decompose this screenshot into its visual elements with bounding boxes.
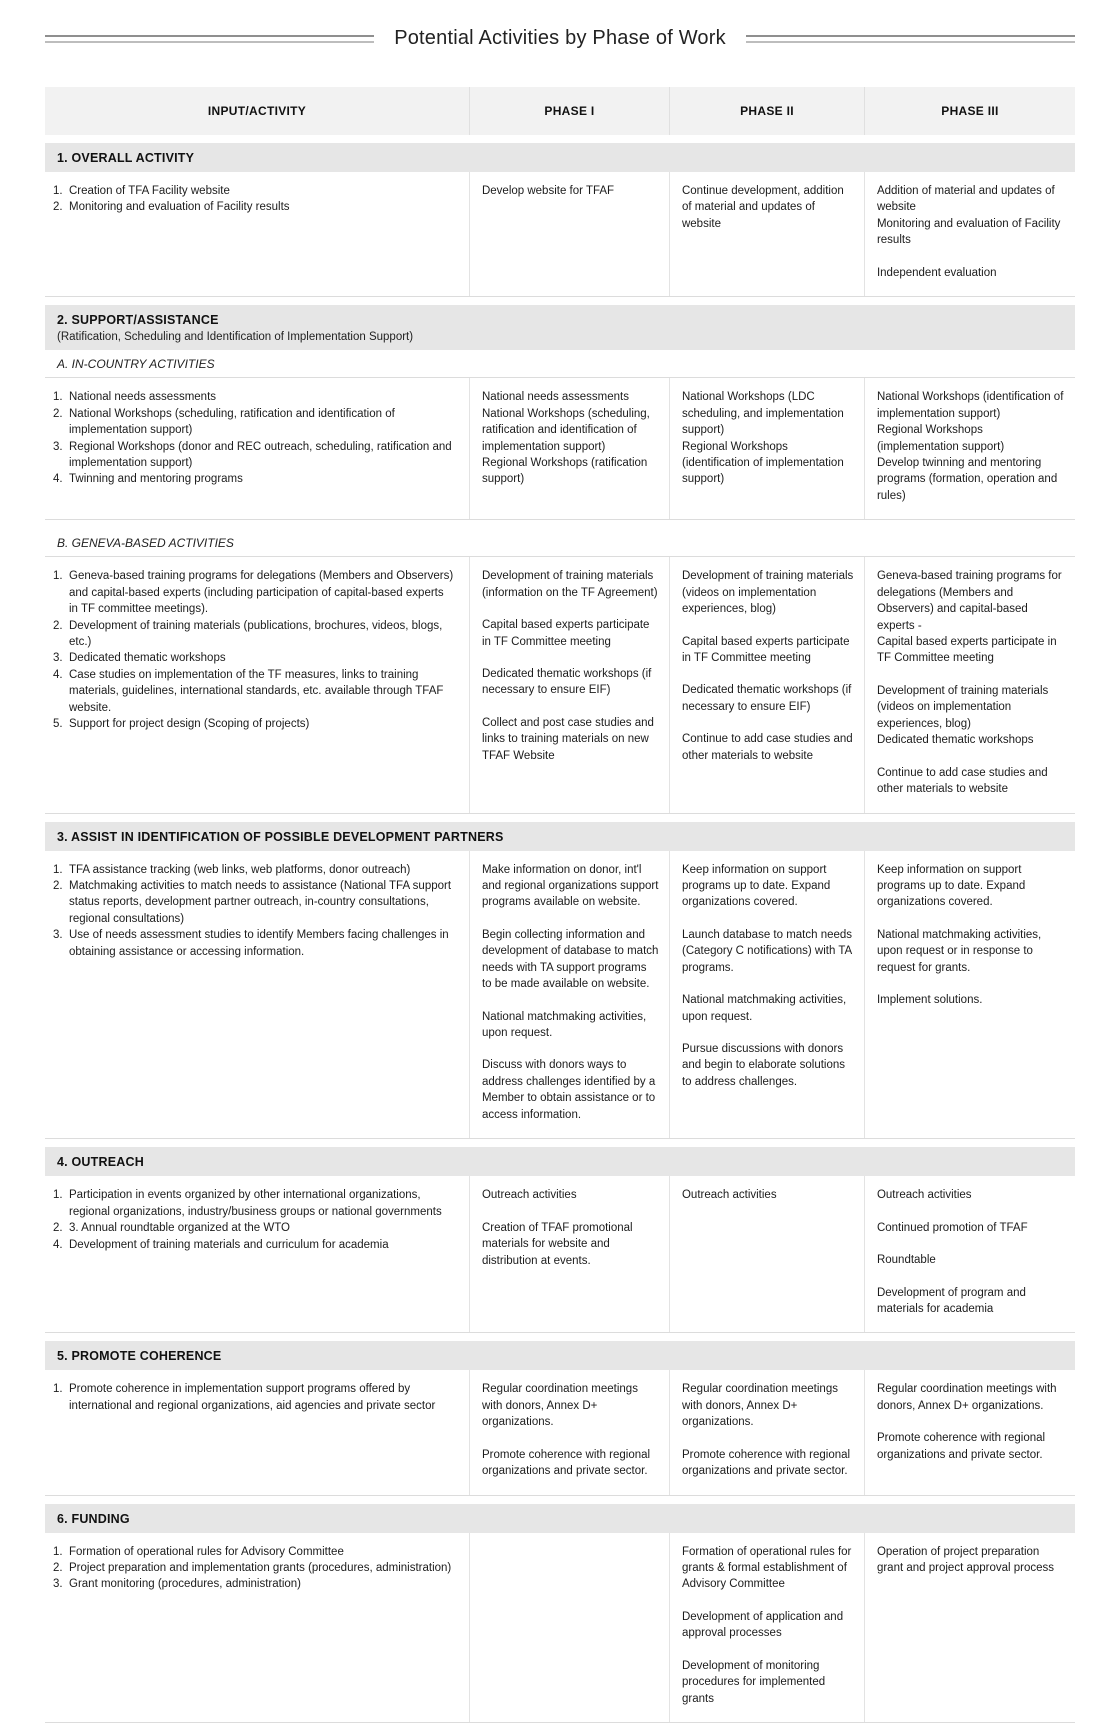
phase1-cell <box>470 557 670 812</box>
blank-line <box>877 1414 1065 1430</box>
list-item-text: 3. Annual roundtable organized at the WTO <box>69 1222 290 1235</box>
section-title: 1. OVERALL ACTIVITY <box>57 151 195 165</box>
list-item-text: Promote coherence in implementation support programs offered by international and regional organizations, aid agencies and private sector <box>69 1383 436 1412</box>
cell-paragraph: Creation of TFAF promotional materials for website and distribution at events. <box>481 1221 633 1267</box>
cell-paragraph: Regional Workshops (ratification support) <box>481 456 648 486</box>
cell-paragraph: Addition of material and updates of website <box>876 185 1055 214</box>
list-item-number: 1. <box>53 1189 63 1202</box>
list-item <box>51 927 455 960</box>
phase2-cell <box>670 378 865 519</box>
list-item-text: Monitoring and evaluation of Facility results <box>69 201 290 214</box>
list-item <box>51 667 455 716</box>
cell-paragraph: Outreach activities <box>481 1189 577 1202</box>
cell-paragraph: Capital based experts participate in TF Committee meeting <box>876 636 1057 665</box>
table-body <box>45 143 1075 1723</box>
list-item <box>51 1187 455 1220</box>
blank-line <box>682 911 854 927</box>
blank-line <box>482 911 659 927</box>
cell-paragraph: Launch database to match needs (Category C notifications) with TA programs. <box>681 928 853 974</box>
phase2-cell <box>670 172 865 296</box>
cell-paragraph: Development of training materials (videos on implementation experiences, blog) <box>876 684 1049 730</box>
list-item <box>51 716 455 732</box>
cell-paragraph: Pursue discussions with donors and begin to elaborate solutions to address challenges. <box>681 1043 846 1088</box>
subsection-label: B. GENEVA-BASED ACTIVITIES <box>45 529 1075 557</box>
cell-paragraph: National matchmaking activities, upon request. <box>681 994 847 1023</box>
section-title: 2. SUPPORT/ASSISTANCE <box>57 313 219 328</box>
blank-line <box>482 993 659 1009</box>
list-item-number: 5. <box>53 718 63 731</box>
table-header-row <box>45 87 1075 135</box>
table-row <box>45 1176 1075 1333</box>
blank-line <box>682 1642 854 1658</box>
section-header <box>45 822 1075 851</box>
list-item <box>51 183 455 199</box>
input-activity-cell <box>45 1370 470 1494</box>
blank-line <box>877 976 1065 992</box>
cell-paragraph: Dedicated thematic workshops (if necessary to ensure EIF) <box>481 668 652 697</box>
input-activity-cell <box>45 1533 470 1723</box>
list-item <box>51 389 455 405</box>
cell-paragraph: Development of monitoring procedures for implemented grants <box>681 1659 826 1705</box>
section-title: 3. ASSIST IN IDENTIFICATION OF POSSIBLE DEVELOPMENT PARTNERS <box>57 829 504 844</box>
list-item-text: Grant monitoring (procedures, administration) <box>69 1578 302 1591</box>
cell-paragraph: Regular coordination meetings with donors, Annex D+ organizations. <box>481 1383 638 1429</box>
cell-paragraph: Keep information on support programs up to date. Expand organizations covered. <box>876 863 1026 909</box>
list-item-number: 1. <box>53 1383 63 1396</box>
input-activity-cell <box>45 557 470 812</box>
list-item-text: Formation of operational rules for Advisory Committee <box>69 1545 344 1558</box>
cell-paragraph: Operation of project preparation grant and project approval process <box>876 1545 1055 1574</box>
cell-paragraph: Outreach activities <box>681 1189 777 1202</box>
cell-paragraph: Continue to add case studies and other materials to website <box>876 766 1048 796</box>
column-header-phase-2: PHASE II <box>670 87 865 135</box>
cell-paragraph: National matchmaking activities, upon request or in response to request for grants. <box>876 928 1042 974</box>
phase3-cell <box>865 851 1075 1139</box>
section-header <box>45 1504 1075 1533</box>
input-activity-cell <box>45 172 470 296</box>
blank-line <box>682 666 854 682</box>
column-header-phase-1: PHASE I <box>470 87 670 135</box>
list-item <box>51 439 455 472</box>
cell-paragraph: Dedicated thematic workshops (if necessary to ensure EIF) <box>681 684 852 713</box>
list-item-number: 2. <box>53 619 63 632</box>
cell-paragraph: National needs assessments <box>481 391 629 404</box>
list-item-text: Case studies on implementation of the TF measures, links to training materials, guidelines, international standards, etc. available through TFAF website. <box>69 668 444 714</box>
input-activity-cell <box>45 851 470 1139</box>
activities-table <box>45 87 1075 1723</box>
list-item-text: Development of training materials and curriculum for academia <box>69 1238 389 1251</box>
cell-paragraph: Independent evaluation <box>876 266 997 279</box>
blank-line <box>877 249 1065 265</box>
blank-line <box>482 1431 659 1447</box>
cell-paragraph: Implement solutions. <box>876 994 983 1007</box>
phase2-cell <box>670 557 865 812</box>
cell-paragraph: Regional Workshops (identification of implementation support) <box>681 440 844 486</box>
list-item <box>51 650 455 666</box>
table-row <box>45 851 1075 1140</box>
cell-paragraph: Discuss with donors ways to address challenges identified by a Member to obtain assistance or to access information. <box>481 1059 656 1121</box>
section-header <box>45 1341 1075 1370</box>
cell-paragraph: Promote coherence with regional organizations and private sector. <box>481 1448 651 1478</box>
table-row <box>45 378 1075 520</box>
blank-line <box>877 749 1065 765</box>
list-item-text: Development of training materials (publications, brochures, videos, blogs, etc.) <box>69 619 443 648</box>
cell-paragraph: Make information on donor, int'l and regional organizations support programs available on website. <box>481 863 659 909</box>
list-item <box>51 471 455 487</box>
phase2-cell <box>670 1533 865 1723</box>
phase3-cell <box>865 557 1075 812</box>
cell-paragraph: Develop website for TFAF <box>481 185 615 197</box>
phase1-cell <box>470 851 670 1139</box>
list-item-number: 3. <box>53 440 63 453</box>
cell-paragraph: Regular coordination meetings with donors, Annex D+ organizations. <box>876 1383 1057 1412</box>
cell-paragraph: Capital based experts participate in TF Committee meeting <box>481 619 650 648</box>
section-subtitle: (Ratification, Scheduling and Identification of Implementation Support) <box>57 331 414 344</box>
table-row <box>45 557 1075 813</box>
phase3-cell <box>865 1370 1075 1494</box>
phase2-cell <box>670 1370 865 1494</box>
list-item-text: Regional Workshops (donor and REC outreach, scheduling, ratification and implementation support) <box>69 440 452 469</box>
list-item <box>51 1560 455 1576</box>
cell-paragraph: Promote coherence with regional organizations and private sector. <box>681 1448 851 1478</box>
title-rule-left <box>45 35 374 43</box>
list-item-number: 1. <box>53 570 63 583</box>
list-item-number: 2. <box>53 1562 63 1574</box>
list-item <box>51 878 455 927</box>
list-item-number: 3. <box>53 1578 63 1591</box>
column-header-phase-3: PHASE III <box>941 104 999 118</box>
phase2-cell <box>670 851 865 1139</box>
list-item <box>51 862 455 878</box>
list-item <box>51 568 455 617</box>
list-item-text: Use of needs assessment studies to identify Members facing challenges in obtaining assistance or accessing information. <box>69 929 449 958</box>
blank-line <box>877 1269 1065 1285</box>
list-item-number: 1. <box>53 391 63 404</box>
cell-paragraph: Continue development, addition of material and updates of website <box>681 185 844 230</box>
phase3-cell <box>865 378 1075 519</box>
cell-paragraph: Develop twinning and mentoring programs (formation, operation and rules) <box>876 456 1058 502</box>
table-row <box>45 1533 1075 1723</box>
blank-line <box>682 1025 854 1041</box>
phase3-cell <box>865 172 1075 296</box>
blank-line <box>877 1204 1065 1220</box>
list-item-text: Geneva-based training programs for delegations (Members and Observers) and capital-based experts (including participation of capital-based experts in TF committee meetings). <box>69 570 454 616</box>
blank-line <box>482 1041 659 1057</box>
cell-paragraph: Collect and post case studies and links to training materials on new TFAF Website <box>481 716 654 762</box>
table-row <box>45 1370 1075 1495</box>
section-title: 4. OUTREACH <box>57 1155 144 1170</box>
phase1-cell <box>470 1176 670 1332</box>
cell-paragraph: Geneva-based training programs for delegations (Members and Observers) and capital-based experts - <box>876 570 1062 632</box>
list-item-text: Creation of TFA Facility website <box>69 185 230 197</box>
cell-paragraph: Promote coherence with regional organizations and private sector. <box>876 1432 1046 1461</box>
list-item <box>51 1576 455 1592</box>
input-activity-cell <box>45 378 470 519</box>
list-item-number: 2. <box>53 201 63 214</box>
phase2-cell <box>670 1176 865 1332</box>
blank-line <box>482 1204 659 1220</box>
list-item-text: National needs assessments <box>69 391 217 404</box>
list-item-text: Twinning and mentoring programs <box>69 473 243 486</box>
page-title: Potential Activities by Phase of Work <box>394 27 726 49</box>
column-header-input-activity: INPUT/ACTIVITY <box>45 87 470 135</box>
section-header <box>45 143 1075 172</box>
cell-paragraph: Outreach activities <box>876 1189 972 1202</box>
blank-line <box>877 667 1065 683</box>
list-item-number: 4. <box>53 1238 63 1251</box>
cell-paragraph: Regular coordination meetings with donors, Annex D+ organizations. <box>681 1383 838 1429</box>
cell-paragraph: Formation of operational rules for grants & formal establishment of Advisory Committee <box>681 1545 852 1591</box>
list-item-text: National Workshops (scheduling, ratification and identification of implementation support) <box>69 407 395 437</box>
list-item <box>51 199 455 215</box>
cell-paragraph: Monitoring and evaluation of Facility results <box>876 217 1061 247</box>
cell-paragraph: Continued promotion of TFAF <box>876 1221 1028 1234</box>
table-row <box>45 172 1075 297</box>
list-item-number: 2. <box>53 1222 63 1235</box>
cell-paragraph: National Workshops (LDC scheduling, and implementation support) <box>681 391 844 437</box>
phase3-cell <box>865 1176 1075 1332</box>
phase3-cell <box>865 1533 1075 1723</box>
list-item-number: 1. <box>53 1545 63 1558</box>
list-item-number: 3. <box>53 652 63 665</box>
list-item-number: 2. <box>53 407 63 420</box>
input-activity-cell <box>45 1176 470 1332</box>
cell-paragraph: National Workshops (scheduling, ratification and identification of implementation support) <box>481 407 650 453</box>
list-item-number: 4. <box>53 473 63 486</box>
list-item-number: 1. <box>53 863 63 876</box>
phase1-cell <box>470 1370 670 1494</box>
subsection-label: A. IN-COUNTRY ACTIVITIES <box>45 350 1075 378</box>
section-title: 6. FUNDING <box>57 1511 130 1526</box>
cell-paragraph: Development of program and materials for academia <box>876 1286 1026 1315</box>
list-item <box>51 618 455 651</box>
cell-paragraph: National Workshops (identification of implementation support) <box>876 391 1064 420</box>
title-rule-right <box>746 35 1075 43</box>
list-item-text: Matchmaking activities to match needs to assistance (National TFA support status reports, development partner outreach, in-country consultations, regional consultations) <box>69 879 452 925</box>
cell-paragraph: Dedicated thematic workshops <box>876 734 1034 747</box>
list-item-text: Support for project design (Scoping of projects) <box>69 718 310 731</box>
list-item <box>51 1220 455 1236</box>
blank-line <box>482 601 659 617</box>
cell-paragraph: Regional Workshops (implementation support) <box>876 424 1005 453</box>
cell-paragraph: Development of training materials (information on the TF Agreement) <box>481 570 658 599</box>
list-item <box>51 1237 455 1253</box>
list-item <box>51 406 455 439</box>
blank-line <box>682 618 854 634</box>
blank-line <box>877 911 1065 927</box>
cell-paragraph: Begin collecting information and development of database to match needs with TA support programs to be made available on website. <box>481 928 659 991</box>
blank-line <box>682 715 854 731</box>
section-header <box>45 305 1075 350</box>
cell-paragraph: Capital based experts participate in TF Committee meeting <box>681 635 850 664</box>
title-bar <box>45 27 1075 50</box>
section-header <box>45 1147 1075 1176</box>
list-item-number: 1. <box>53 185 63 197</box>
list-item-text: TFA assistance tracking (web links, web platforms, donor outreach) <box>69 863 411 876</box>
cell-paragraph: Roundtable <box>876 1254 936 1267</box>
list-item <box>51 1544 455 1560</box>
cell-paragraph: Keep information on support programs up to date. Expand organizations covered. <box>681 863 831 909</box>
cell-paragraph: Development of training materials (videos on implementation experiences, blog) <box>681 570 854 616</box>
list-item-text: Project preparation and implementation grants (procedures, administration) <box>69 1562 452 1574</box>
blank-line <box>682 976 854 992</box>
phase1-cell <box>470 1533 670 1723</box>
blank-line <box>682 1593 854 1609</box>
blank-line <box>482 699 659 715</box>
list-item-number: 4. <box>53 668 63 681</box>
blank-line <box>682 1431 854 1447</box>
blank-line <box>482 650 659 666</box>
list-item-text: Dedicated thematic workshops <box>69 652 226 665</box>
phase1-cell <box>470 172 670 296</box>
section-title: 5. PROMOTE COHERENCE <box>57 1349 222 1364</box>
cell-paragraph: Development of application and approval processes <box>681 1610 844 1640</box>
blank-line <box>877 1236 1065 1252</box>
list-item <box>51 1381 455 1414</box>
phase1-cell <box>470 378 670 519</box>
list-item-text: Participation in events organized by other international organizations, regional organizations, industry/business groups or national governments <box>69 1189 442 1218</box>
cell-paragraph: National matchmaking activities, upon request. <box>481 1010 647 1039</box>
cell-paragraph: Continue to add case studies and other materials to website <box>681 733 853 762</box>
list-item-number: 3. <box>53 929 63 942</box>
list-item-number: 2. <box>53 879 63 892</box>
